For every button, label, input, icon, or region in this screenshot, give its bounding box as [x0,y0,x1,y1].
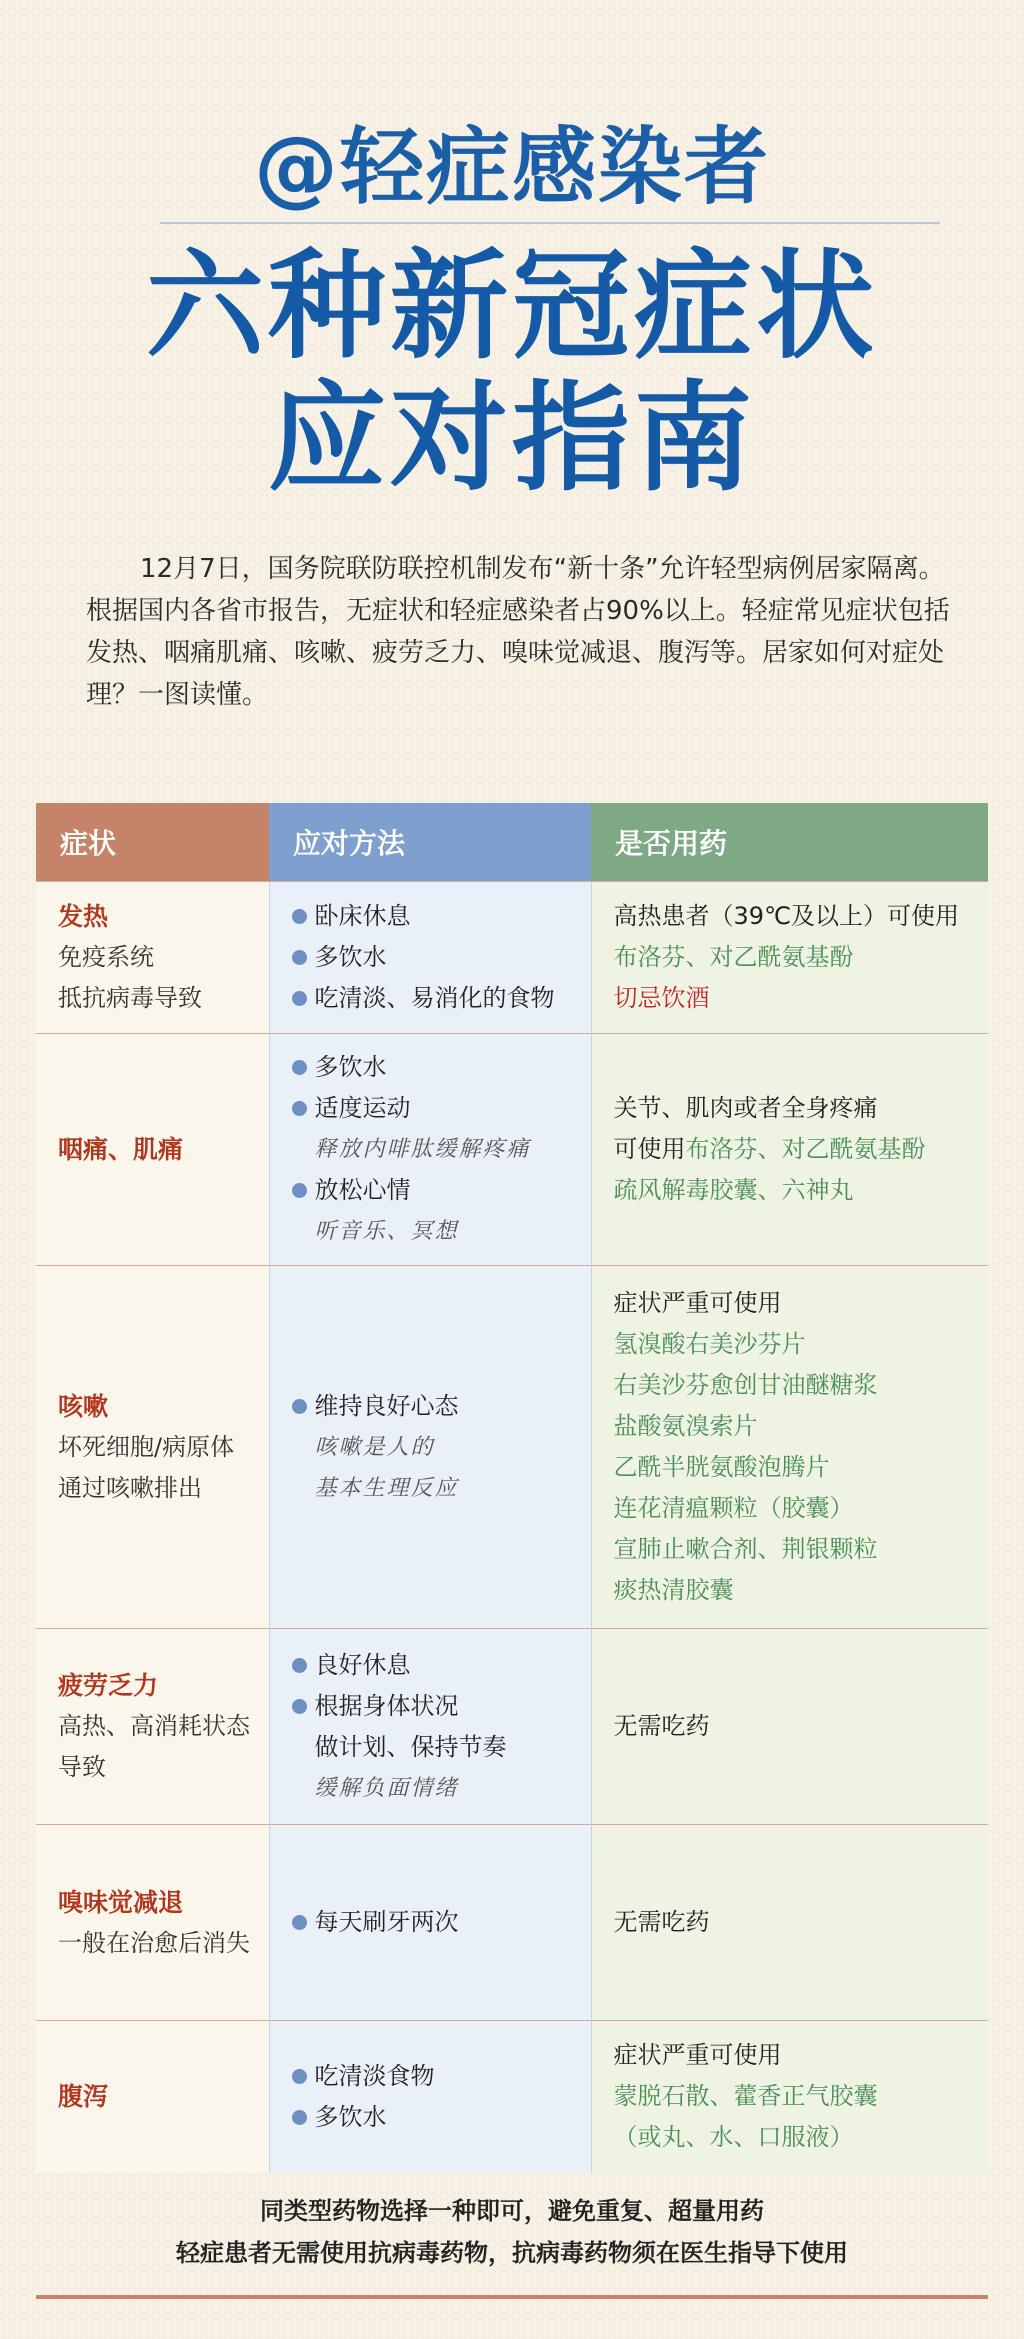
medication-cell [591,1034,988,1266]
intro-text: 12月7日，国务院联防联控机制发布“新十条”允许轻型病例居家隔离。根据国内各省市报告，无症状和轻症感染者占90%以上。轻症常见症状包括发热、咽痛肌痛、咳嗽、疲劳乏力、嗅味觉减退、腹泻等。居家如何对症处理？一图读懂。 [86,554,950,710]
symptom-cell [36,1266,269,1629]
symptom-cause: 抵抗病毒导致 [58,984,202,1012]
symptom-name: 咽痛、肌痛 [58,1135,184,1164]
bullet-dot-icon [292,1399,307,1414]
symptom-name: 咳嗽 [58,1391,109,1421]
medication-cell [591,1629,988,1825]
header-symptom: 症状 [36,803,269,882]
medication-drug: 乙酰半胱氨酸泡腾片 [613,1453,830,1481]
symptom-cell [36,1825,269,2021]
symptom-cause: 免疫系统 [58,943,154,971]
header [0,0,1024,520]
method-item [292,937,591,978]
bullet-dot-icon [292,991,307,1006]
method-item [292,1170,591,1211]
method-cell [269,1629,591,1825]
method-item [292,1686,591,1727]
method-text: 吃清淡、易消化的食物 [314,984,555,1012]
bullet-dot-icon [292,1699,307,1714]
header-method: 应对方法 [269,803,591,882]
footer-notes [36,2190,988,2274]
bottom-divider [36,2295,988,2299]
bullet-dot-icon [292,2110,307,2125]
table-header-row [36,803,988,882]
medication-cell [591,1266,988,1629]
method-text: 放松心情 [314,1176,411,1204]
method-item [292,1386,591,1427]
bullet-dot-icon [292,1915,307,1930]
method-note: 释放内啡肽缓解疼痛 [314,1137,531,1162]
medication-drug: 蒙脱石散、藿香正气胶囊 [613,2082,878,2111]
symptom-cell [36,2021,269,2173]
method-text: 多饮水 [314,1053,387,1081]
medication-drug: 宣肺止嗽合剂、荆银颗粒 [613,1535,878,1563]
method-text: 每天刷牙两次 [314,1908,459,1936]
medication-cell [591,882,988,1034]
method-text: 多饮水 [314,2102,387,2131]
method-item [292,1088,591,1129]
method-item [292,2056,591,2097]
intro-paragraph [86,548,956,716]
medication-drug: 氢溴酸右美沙芬片 [613,1330,806,1358]
method-item [292,1645,591,1686]
method-text-cont: 做计划、保持节奏 [314,1732,507,1761]
medication-drug: 疏风解毒胶囊、六神丸 [613,1176,854,1204]
method-cell [269,882,591,1034]
table-row [36,1034,988,1266]
bullet-dot-icon [292,1060,307,1075]
method-text: 适度运动 [314,1094,411,1122]
method-cell [269,2021,591,2173]
medication-drug: 痰热清胶囊 [613,1576,734,1604]
method-item [292,1047,591,1088]
medication-cell [591,2021,988,2173]
medication-line [614,1129,989,1170]
bullet-dot-icon [292,909,307,924]
medication-drug: 连花清瘟颗粒（胶囊） [613,1494,854,1522]
method-text: 多饮水 [314,943,387,971]
method-item [292,1902,591,1943]
bullet-dot-icon [292,1183,307,1198]
medication-drug: 布洛芬、对乙酰氨基酚 [613,943,854,971]
medication-lead: 关节、肌肉或者全身疼痛 [613,1094,878,1122]
method-note: 基本生理反应 [314,1475,459,1501]
medication-cell [591,1825,988,2021]
method-note: 缓解负面情绪 [314,1775,459,1801]
bullet-dot-icon [292,1658,307,1673]
medication-lead: 症状严重可使用 [613,2041,782,2070]
table-row [36,882,988,1034]
footer-line-1: 同类型药物选择一种即可，避免重复、超量用药 [260,2197,764,2225]
symptom-cell [36,1629,269,1825]
method-text: 吃清淡食物 [314,2061,435,2090]
table-row [36,2021,988,2173]
method-text: 根据身体状况 [314,1691,459,1720]
symptom-guide-table [36,803,988,2173]
method-note: 听音乐、冥想 [314,1219,459,1244]
symptom-name: 腹泻 [58,2082,109,2112]
footer-line-2: 轻症患者无需使用抗病毒药物，抗病毒药物须在医生指导下使用 [176,2239,848,2267]
bullet-dot-icon [292,1101,307,1116]
medication-lead: 无需吃药 [613,1908,710,1936]
method-text: 维持良好心态 [314,1391,459,1420]
method-cell [269,1034,591,1266]
method-item [292,2097,591,2138]
header-medication: 是否用药 [591,803,988,882]
page-subtitle: @轻症感染者 [253,118,770,216]
method-item [292,896,591,937]
symptom-cause: 一般在治愈后消失 [58,1928,250,1957]
symptom-cause: 坏死细胞/病原体 [58,1432,235,1461]
symptom-cause: 通过咳嗽排出 [58,1473,202,1502]
method-cell [269,1266,591,1629]
method-item [292,978,591,1019]
title-line-1: 六种新冠症状 [145,237,878,375]
medication-warning: 切忌饮酒 [613,984,710,1012]
table-row [36,1825,988,2021]
symptom-name: 发热 [58,902,109,931]
medication-lead: 高热患者（39℃及以上）可使用 [613,902,959,930]
symptom-cell [36,1034,269,1266]
medication-drug: （或丸、水、口服液） [613,2123,854,2152]
method-text: 良好休息 [314,1650,411,1679]
method-cell [269,1825,591,2021]
method-note: 咳嗽是人的 [314,1434,435,1460]
medication-drug: 盐酸氨溴索片 [613,1412,758,1440]
medication-drug: 布洛芬、对乙酰氨基酚 [685,1135,926,1163]
medication-drug: 右美沙芬愈创甘油醚糖浆 [613,1371,878,1399]
table-row [36,1629,988,1825]
symptom-name: 嗅味觉减退 [58,1887,184,1917]
symptom-cause: 导致 [58,1753,106,1781]
medication-lead: 无需吃药 [613,1712,710,1740]
symptom-cell [36,882,269,1034]
medication-prefix: 可使用 [613,1135,686,1163]
page-title [0,237,1024,507]
bullet-dot-icon [292,2069,307,2084]
table-row [36,1266,988,1629]
title-line-2: 应对指南 [267,369,756,507]
symptom-name: 疲劳乏力 [58,1671,159,1700]
symptom-cause: 高热、高消耗状态 [58,1712,250,1740]
bullet-dot-icon [292,950,307,965]
method-text: 卧床休息 [314,902,411,930]
medication-lead: 症状严重可使用 [613,1289,782,1317]
title-divider [160,222,940,224]
